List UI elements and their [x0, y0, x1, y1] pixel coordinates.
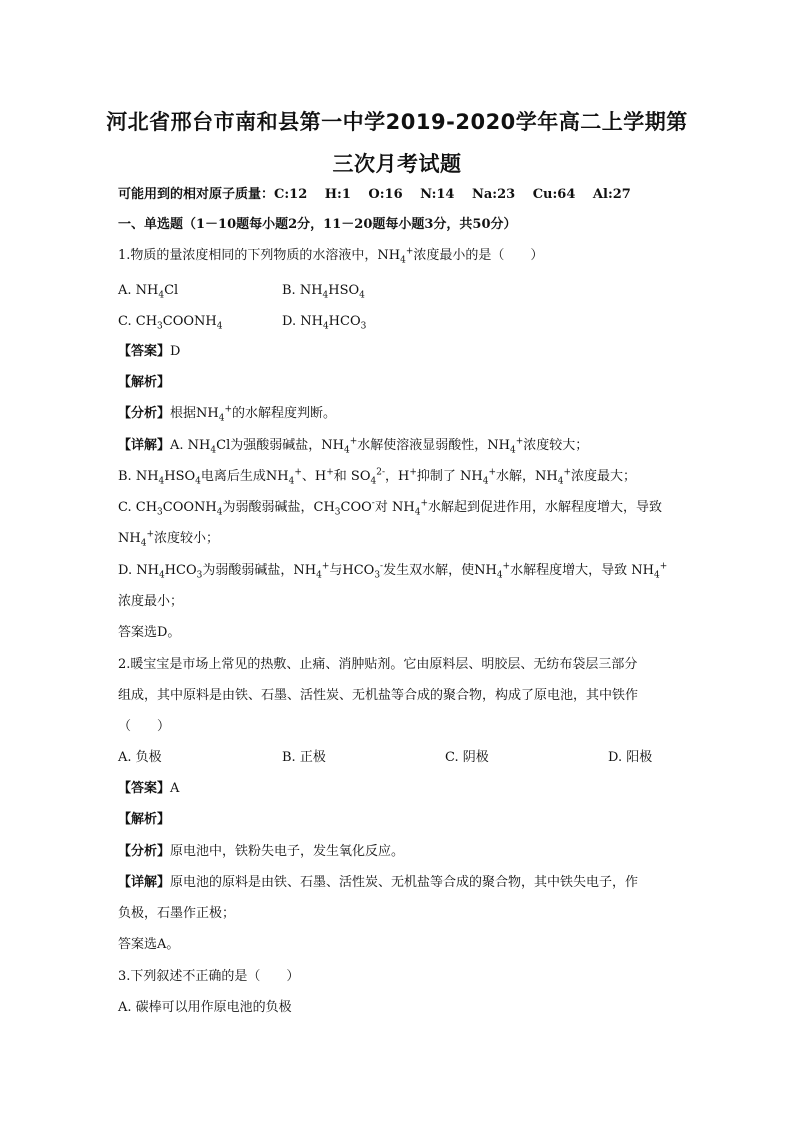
q2-option-c: C. 阴极 — [445, 750, 489, 765]
q1-detail-d-cont: 浓度最小； — [118, 594, 184, 609]
q2-conclusion: 答案选A。 — [118, 937, 180, 952]
q2-fenxi: 【分析】原电池中，铁粉失电子，发生氧化反应。 — [118, 844, 405, 859]
section-heading: 一、单选题（1－10题每小题2分，11－20题每小题3分，共50分） — [118, 217, 517, 232]
title-line-2: 三次月考试题 — [332, 152, 462, 176]
q1-detail-c: C. $CH_3COONH_4$为弱酸弱碱盐，$CH_3COO^-$对 $NH_4^+$水解起到促进作用，水解程度增大，导致 — [118, 498, 662, 518]
q2-stem-3: （ ） — [118, 719, 171, 734]
q2-analysis-label: 【解析】 — [118, 812, 171, 827]
q2-detail: 【详解】原电池的原料是由铁、石墨、活性炭、无机盐等合成的聚合物，其中铁失电子，作 — [118, 875, 639, 890]
atomic-masses: 可能用到的相对原子质量：C:12 H:1 O:16 N:14 Na:23 Cu:64 Al:27 — [118, 187, 631, 202]
q1-detail-b: B. $NH_4HSO_4$电离后生成$NH_4^+$、H+和 $SO_4^{2-}$，H+抑制了 $NH_4^+$水解，$NH_4^+$浓度最大； — [118, 467, 637, 487]
q1-conclusion: 答案选D。 — [118, 625, 181, 640]
q3-option-a: A. 碳棒可以用作原电池的负极 — [118, 1000, 292, 1015]
q2-detail-cont: 负极，石墨作正极； — [118, 906, 236, 921]
q1-answer: 【答案】D — [118, 344, 181, 359]
q1-detail-a: 【详解】A. $NH_4Cl$为强酸弱碱盐，$NH_4^+$水解使溶液显弱酸性，$NH_4^+$浓度较大； — [118, 436, 589, 456]
q1-stem: 1.物质的量浓度相同的下列物质的水溶液中，$NH_4^+$浓度最小的是（ ） — [118, 246, 544, 266]
q2-option-d: D. 阳极 — [608, 750, 653, 765]
q1-detail-d: D. $NH_4HCO_3$为弱酸弱碱盐，$NH_4^+$与$HCO_3^-$发生双水解，使$NH_4^+$水解程度增大，导致 $NH_4^+$ — [118, 561, 668, 581]
q1-option-a: A. $NH_4Cl$ — [118, 283, 179, 301]
q1-detail-c-cont: $NH_4^+$浓度较小； — [118, 529, 220, 549]
q1-option-d: D. $NH_4HCO_3$ — [282, 314, 367, 332]
q1-analysis-label: 【解析】 — [118, 375, 171, 390]
q2-stem-2: 组成，其中原料是由铁、石墨、活性炭、无机盐等合成的聚合物，构成了原电池，其中铁作 — [118, 688, 639, 703]
q1-option-c: C. $CH_3COONH_4$ — [118, 314, 223, 332]
q2-answer: 【答案】A — [118, 781, 180, 796]
q2-option-b: B. 正极 — [282, 750, 326, 765]
q1-option-b: B. $NH_4HSO_4$ — [282, 283, 365, 301]
q1-fenxi: 【分析】根据$NH_4^+$的水解程度判断。 — [118, 404, 337, 424]
q2-stem-1: 2.暖宝宝是市场上常见的热敷、止痛、消肿贴剂。它由原料层、明胶层、无纺布袋层三部分 — [118, 657, 638, 672]
q3-stem: 3.下列叙述不正确的是（ ） — [118, 969, 300, 984]
title-line-1: 河北省邢台市南和县第一中学2019-2020学年高二上学期第 — [106, 110, 688, 134]
q2-option-a: A. 负极 — [118, 750, 162, 765]
